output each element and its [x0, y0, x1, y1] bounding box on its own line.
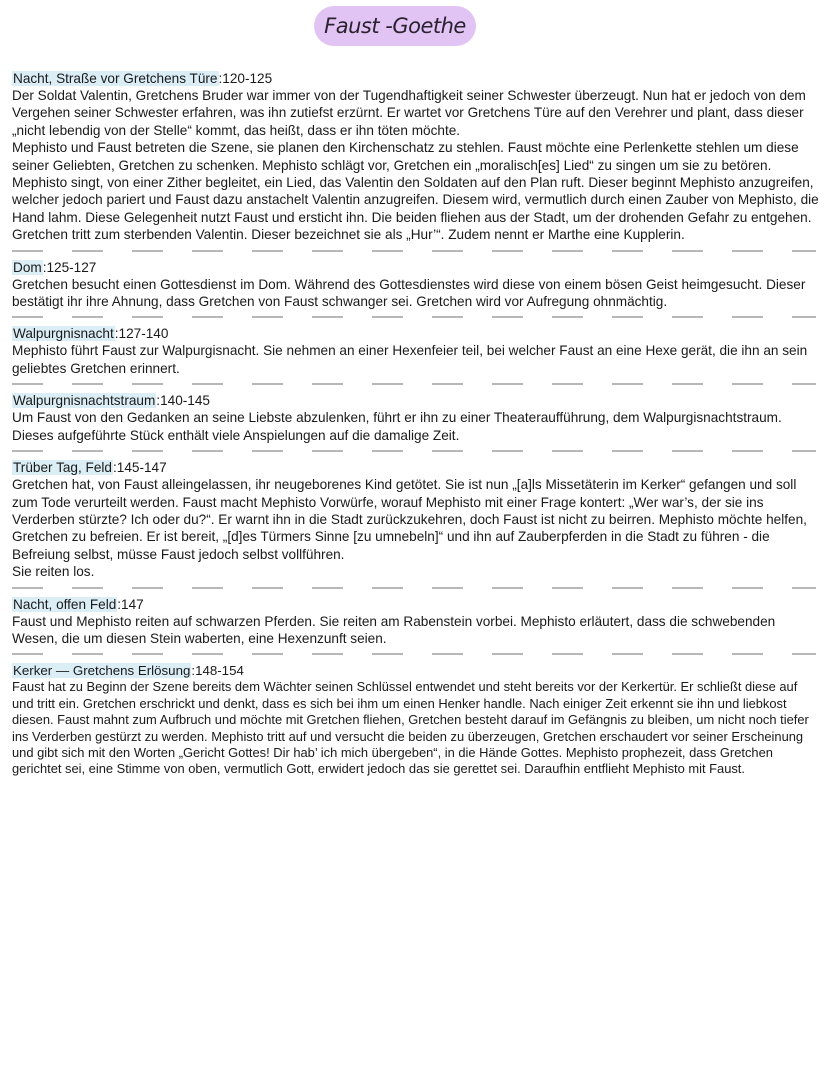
heading-pages: :140-145 — [156, 393, 210, 409]
dashed-divider — [12, 383, 816, 385]
heading-highlight: Walpurgnisnacht — [13, 326, 114, 342]
paragraph: Um Faust von den Gedanken an seine Liebste abzulenken, führt er ihn zu einer Theateraufführung, dem Walpurgisnachtstraum. Dieses aufgeführte Stück enthält viele Anspielungen auf die damalige Zeit. — [12, 410, 782, 443]
paragraph: Sie reiten los. — [12, 564, 95, 580]
section-heading — [12, 459, 820, 476]
section-walpurgisnachtstraum — [12, 392, 820, 444]
section-heading — [12, 325, 820, 342]
paragraph: Mephisto führt Faust zur Walpurgisnacht. Sie nehmen an einer Hexenfeier teil, bei welcher Faust an eine Hexe gerät, die ihn an sein geliebtes Gretchen erinnert. — [12, 343, 808, 376]
section-heading — [12, 70, 820, 87]
paragraph: Mephisto singt, von einer Zither begleitet, ein Lied, das Valentin den Soldaten auf den Plan ruft. Dieser beginnt Mephisto anzugreifen, welcher jedoch pariert und Faust dazu anstachelt Valentin anzugreifen. Diesem wird, vermutlich durch einen Zauber von Mephisto, die Hand lahm. Diese Gelegenheit nutzt Faust und ersticht ihn. Die beiden fliehen aus der Stadt, um der drohenden Gefahr zu entgehen. — [12, 175, 819, 225]
section-heading — [12, 662, 820, 679]
heading-highlight: Nacht, Straße vor Gretchens Türe — [13, 71, 218, 86]
paragraph: Der Soldat Valentin, Gretchens Bruder war immer von der Tugendhaftigkeit seiner Schwester überzeugt. Nun hat er jedoch von dem Vergehen seiner Schwester erfahren, was ihn zutiefst erzürnt. Er wartet vor Gretchens Türe auf den Verehrer und plant, dass dieser „nicht lebendig von der Stelle“ kommt, das heißt, dass er ihn töten möchte. — [12, 88, 806, 138]
document-body — [12, 70, 820, 778]
heading-highlight: Trüber Tag, Feld — [13, 460, 112, 476]
dashed-divider — [12, 250, 816, 252]
dashed-divider — [12, 316, 816, 318]
dashed-divider — [12, 450, 816, 452]
section-trueber-tag — [12, 459, 820, 580]
paragraph: Mephisto und Faust betreten die Szene, sie planen den Kirchenschatz zu stehlen. Faust möchte eine Perlenkette stehlen um diese seiner Geliebten, Gretchen zu schenken. Mephisto schlägt vor, Gretchen ein „moralisch[es] Lied“ zu singen um sie zu betören. — [12, 140, 799, 173]
section-heading — [12, 596, 820, 613]
heading-pages: :145-147 — [112, 460, 167, 476]
heading-pages: :125-127 — [42, 259, 97, 275]
document-title: Faust -Goethe — [314, 6, 476, 46]
section-nacht-offen-feld — [12, 596, 820, 648]
heading-highlight: Nacht, offen Feld — [13, 596, 117, 612]
heading-highlight: Kerker — Gretchens Erlösung — [13, 663, 191, 679]
paragraph: Gretchen besucht einen Gottesdienst im Dom. Während des Gottesdienstes wird diese von einem bösen Geist heimgesucht. Dieser bestätigt ihr ihre Ahnung, dass Gretchen von Faust schwanger sei. Gretchen wird vor Aufregung ohnmächtig. — [12, 276, 806, 310]
dashed-divider — [12, 653, 816, 655]
section-walpurgisnacht — [12, 325, 820, 377]
heading-highlight: Walpurgnisnachtstraum — [13, 393, 156, 409]
section-nacht-strasse — [12, 70, 820, 244]
paragraph: Faust und Mephisto reiten auf schwarzen Pferden. Sie reiten am Rabenstein vorbei. Mephisto erläutert, dass die schwebenden Wesen, die um diesen Stein waberten, eine Hexenzunft seien. — [12, 613, 776, 646]
section-dom — [12, 259, 820, 311]
paragraph: Gretchen tritt zum sterbenden Valentin. Dieser bezeichnet sie als „Hur’“. Zudem nennt er Marthe eine Kupplerin. — [12, 227, 685, 243]
heading-pages: :147 — [117, 596, 144, 612]
section-kerker — [12, 662, 820, 777]
section-heading — [12, 259, 820, 276]
dashed-divider — [12, 587, 816, 589]
section-heading — [12, 392, 820, 409]
paragraph: Gretchen hat, von Faust alleingelassen, ihr neugeborenes Kind getötet. Sie ist nun „[a]ls Missetäterin im Kerker“ gefangen und soll zum Tode verurteilt werden. Faust macht Mephisto Vorwürfe, worauf Mephisto mit einer Frage kontert: „Wer war’s, der sie ins Verderben stürzte? Ich oder du?“. Er warnt ihn in die Stadt zurückzukehren, doch Faust ist nicht zu beirren. Mephisto möchte helfen, Gretchen zu befreien. Er ist bereit, „[d]es Türmers Sinne [zu umnebeln]“ und ihn auf Zauberpferden in die Stadt zu führen - die Befreiung selbst, müsse Faust jedoch selbst vollführen. — [12, 477, 807, 562]
heading-pages: :127-140 — [114, 326, 169, 342]
heading-pages: :148-154 — [191, 663, 244, 679]
heading-highlight: Dom — [13, 259, 42, 275]
paragraph: Faust hat zu Beginn der Szene bereits dem Wächter seinen Schlüssel entwendet und steht bereits vor der Kerkertür. Er schließt diese auf und tritt ein. Gretchen erschrickt und denkt, dass es sich bei ihm um einen Henker handle. Nach einiger Zeit erkennt sie ihn und liebkost diesen. Faust mahnt zum Aufbruch und möchte mit Gretchen fliehen, Gretchen besteht darauf im Gefängnis zu bleiben, um nicht noch tiefer ins Verderben gestürzt zu werden. Mephisto tritt auf und versucht die beiden zu überzeugen, Gretchen erschaudert vor seiner Erscheinung und gibt sich mit den Worten „Gericht Gottes! Dir hab’ ich mich übergeben“, in die Hände Gottes. Mephisto prophezeit, dass Gretchen gerichtet sei, eine Stimme von oben, vermutlich Gott, erwidert jedoch das sie gerettet sei. Daraufhin entflieht Mephisto mit Faust. — [12, 679, 809, 777]
heading-pages: :120-125 — [218, 71, 273, 86]
